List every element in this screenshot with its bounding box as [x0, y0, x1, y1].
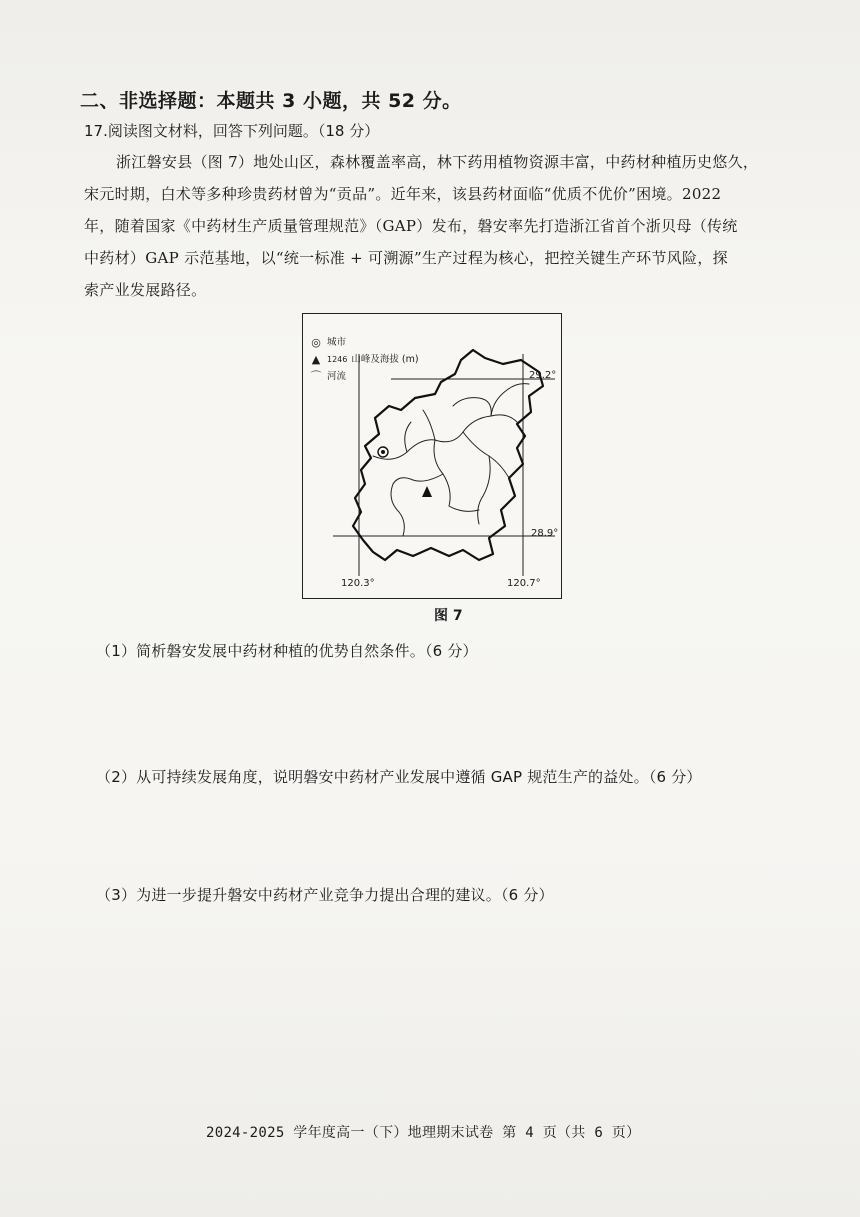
- river: [373, 415, 517, 459]
- material-line: 年，随着国家《中药材生产质量管理规范》（GAP）发布，磐安率先打造浙江省首个浙贝母（传统: [84, 217, 738, 235]
- river: [453, 398, 491, 416]
- river: [449, 506, 479, 511]
- section-title: 二、非选择题：本题共 3 小题，共 52 分。: [80, 90, 462, 112]
- river: [434, 440, 450, 506]
- page-footer: 2024-2025 学年度高一（下）地理期末试卷 第 4 页（共 6 页）: [206, 1125, 641, 1141]
- legend-peak: ▲ 1246 山峰及海拔 (m): [309, 351, 419, 368]
- material-line: 宋元时期，白术等多种珍贵药材曾为“贡品”。近年来，该县药材面临“优质不优价”困境。2022: [84, 185, 722, 203]
- river: [405, 422, 411, 452]
- city-icon: ◎: [311, 335, 321, 349]
- lon-label-left: 120.3°: [341, 578, 375, 589]
- river-icon: ⌒: [310, 369, 322, 383]
- figure-7-map: [302, 313, 562, 599]
- river: [423, 410, 435, 440]
- legend-city: ◎ 城市: [309, 334, 419, 351]
- river-network: [373, 384, 529, 536]
- material-line: 中药材）GAP 示范基地，以“统一标准 + 可溯源”生产过程为核心，把控关键生产环节风险，探: [84, 249, 728, 267]
- subquestion-1: （1）简析磐安发展中药材种植的优势自然条件。（6 分）: [96, 642, 478, 660]
- river: [391, 484, 404, 536]
- subquestion-3: （3）为进一步提升磐安中药材产业竞争力提出合理的建议。（6 分）: [96, 886, 554, 904]
- peak-icon: ▲: [311, 352, 321, 366]
- city-marker: [378, 447, 388, 457]
- question-material: [84, 146, 836, 306]
- lon-label-right: 120.7°: [507, 578, 541, 589]
- peak-marker: [422, 486, 432, 497]
- map-legend: [309, 334, 419, 385]
- river: [463, 432, 509, 478]
- subquestion-2: （2）从可持续发展角度，说明磐安中药材产业发展中遵循 GAP 规范生产的益处。（6 分）: [96, 768, 702, 786]
- lat-label-bottom: 28.9°: [531, 528, 559, 539]
- material-line: 浙江磐安县（图 7）地处山区，森林覆盖率高，林下药用植物资源丰富，中药材种植历史悠久，: [116, 153, 759, 171]
- material-line: 索产业发展路径。: [84, 281, 207, 299]
- legend-river: ⌒ 河流: [310, 369, 347, 383]
- lat-label-top: 29.2°: [529, 370, 557, 381]
- river: [478, 456, 490, 524]
- figure-caption: 图 7: [434, 608, 463, 624]
- river: [393, 474, 443, 484]
- question-heading: 17.阅读图文材料，回答下列问题。（18 分）: [84, 122, 380, 140]
